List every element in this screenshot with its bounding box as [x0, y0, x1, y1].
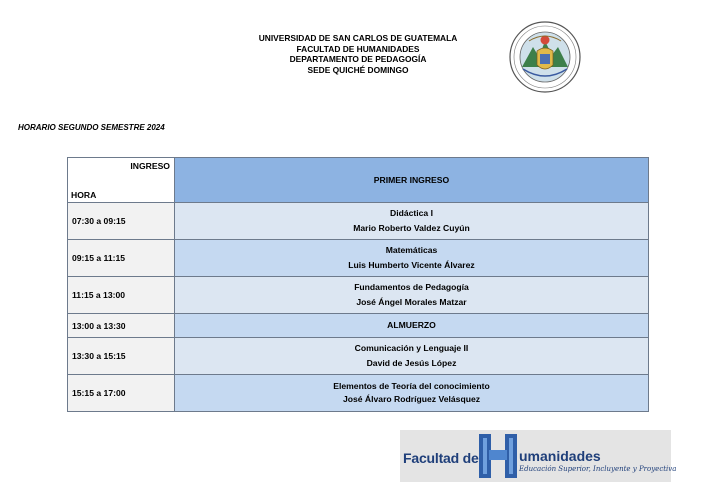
faculty-logo: [400, 430, 677, 482]
header-corner-cell: [68, 158, 175, 203]
teacher-name: Luis Humberto Vicente Álvarez: [348, 260, 475, 270]
logo-tagline: Educación Superior, Incluyente y Proyectiva: [519, 465, 677, 473]
table-row: [68, 338, 649, 375]
table-row: [68, 240, 649, 277]
header-university: UNIVERSIDAD DE SAN CARLOS DE GUATEMALA: [258, 33, 458, 43]
course-name: Didáctica I: [390, 208, 433, 218]
header-ingreso-label: INGRESO: [130, 161, 170, 171]
course-cell: [175, 375, 649, 412]
table-header-row: [68, 158, 649, 203]
course-cell: [175, 338, 649, 375]
header-primer-ingreso: PRIMER INGRESO: [175, 158, 649, 203]
teacher-name: José Ángel Morales Matzar: [356, 297, 467, 307]
course-cell: [175, 203, 649, 240]
teacher-name: Mario Roberto Valdez Cuyún: [353, 223, 470, 233]
time-cell: 09:15 a 11:15: [68, 240, 175, 277]
course-cell: [175, 277, 649, 314]
table-row: [68, 203, 649, 240]
logo-word-facultad: Facultad de: [403, 450, 479, 466]
header-hora-label: HORA: [71, 190, 97, 200]
university-seal-icon: [509, 21, 581, 93]
document-header: [226, 33, 490, 75]
course-name: Elementos de Teoría del conocimiento: [333, 381, 490, 391]
teacher-name: David de Jesús López: [366, 358, 457, 368]
humanidades-h-logo-icon: [477, 432, 519, 480]
course-name: Matemáticas: [385, 245, 438, 255]
table-row-lunch: [68, 314, 649, 338]
table-row: [68, 375, 649, 412]
lunch-cell: ALMUERZO: [175, 314, 649, 338]
schedule-table: [67, 157, 649, 412]
time-cell: 07:30 a 09:15: [68, 203, 175, 240]
logo-word-humanidades: umanidades: [519, 448, 601, 464]
course-cell: [175, 240, 649, 277]
time-cell: 13:00 a 13:30: [68, 314, 175, 338]
time-cell: 13:30 a 15:15: [68, 338, 175, 375]
course-name: Fundamentos de Pedagogía: [354, 282, 469, 292]
teacher-name: José Álvaro Rodríguez Velásquez: [342, 394, 481, 404]
header-campus: SEDE QUICHÉ DOMINGO: [307, 64, 409, 75]
table-row: [68, 277, 649, 314]
schedule-title: HORARIO SEGUNDO SEMESTRE 2024: [18, 123, 165, 132]
time-cell: 15:15 a 17:00: [68, 375, 175, 412]
header-faculty: FACULTAD DE HUMANIDADES: [296, 43, 420, 54]
time-cell: 11:15 a 13:00: [68, 277, 175, 314]
header-department: DEPARTAMENTO DE PEDAGOGÍA: [289, 54, 427, 64]
course-name: Comunicación y Lenguaje II: [354, 343, 469, 353]
